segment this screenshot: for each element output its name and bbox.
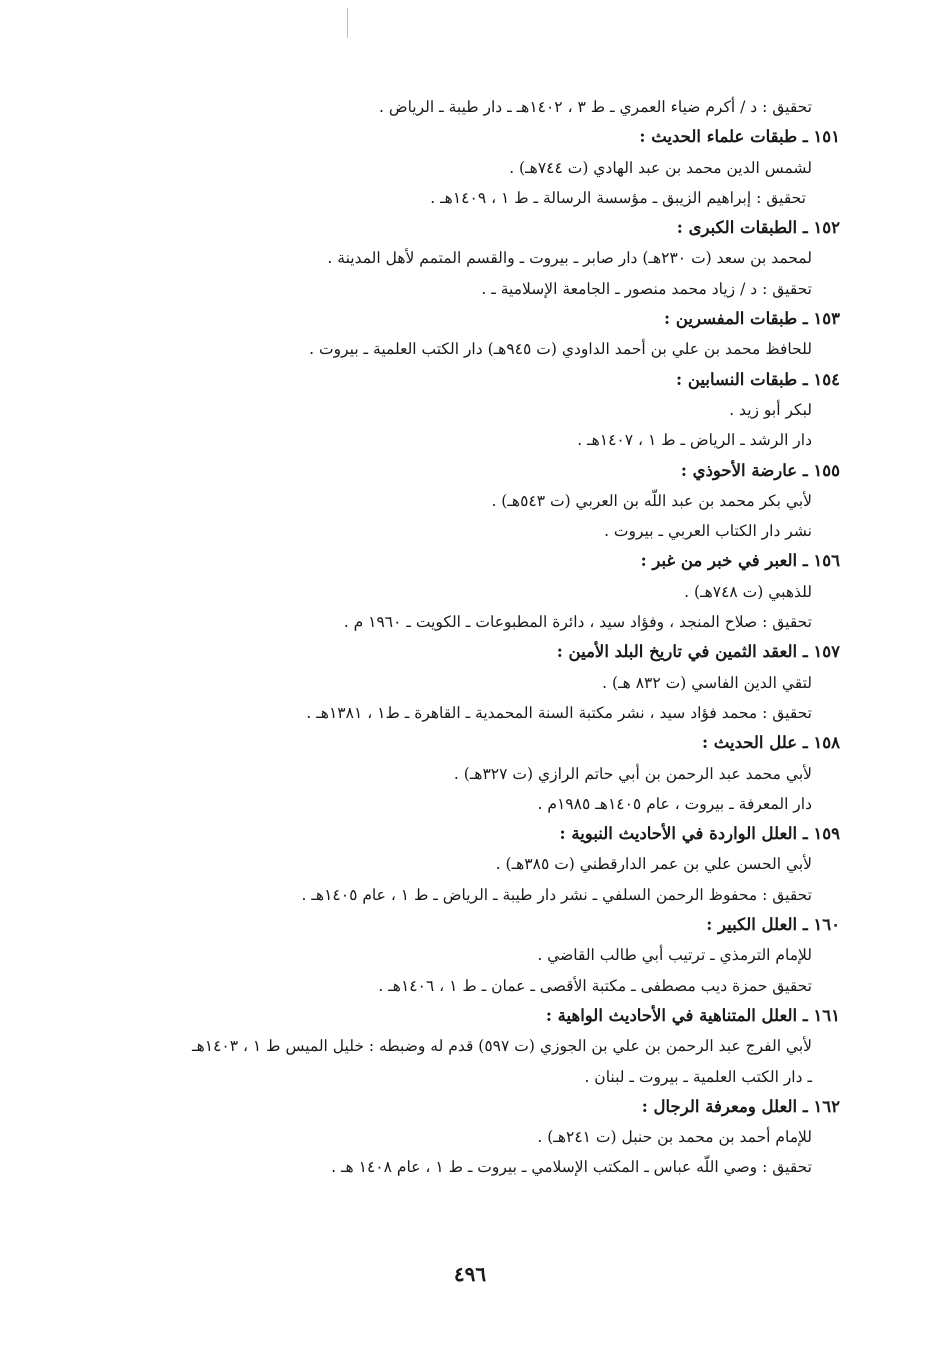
entry-heading: ١٥٧ ـ العقد الثمين في تاريخ البلد الأمين : — [556, 642, 840, 662]
scan-mark — [347, 8, 348, 38]
entry-detail: لبكر أبو زيد . — [729, 400, 812, 419]
entry-heading: ١٥٢ ـ الطبقات الكبرى : — [676, 218, 840, 238]
entry-heading: ١٥٨ ـ علل الحديث : — [701, 733, 840, 753]
entry-heading: ١٦٢ ـ العلل ومعرفة الرجال : — [641, 1096, 840, 1116]
entry-heading: ١٥١ ـ طبقات علماء الحديث : — [639, 127, 840, 147]
entry-heading: ١٥٦ ـ العبر في خبر من غبر : — [640, 551, 840, 571]
entry-heading: ١٥٩ ـ العلل الواردة في الأحاديث النبوية : — [559, 824, 840, 844]
entry-detail: تحقيق حمزة ديب مصطفى ـ مكتبة الأقصى ـ عمان ـ ط ١ ، ١٤٠٦هـ . — [378, 976, 812, 995]
entry-detail: لأبي الحسن علي بن عمر الدارقطني (ت ٣٨٥هـ) . — [495, 855, 812, 874]
page-number: ٤٩٦ — [453, 1262, 487, 1286]
entry-detail: نشر دار الكتاب العربي ـ بيروت . — [604, 522, 812, 541]
entry-heading: ١٦٠ ـ العلل الكبير : — [706, 915, 840, 935]
entry-detail: تحقيق : د / أكرم ضياء العمري ـ ط ٣ ، ١٤٠٢هـ ـ دار طيبة ـ الرياض . — [378, 98, 812, 116]
entry-heading: ١٥٤ ـ طبقات النسابين : — [676, 369, 840, 389]
entry-detail: لأبي بكر محمد بن عبد اللّه بن العربي (ت ٥٤٣هـ) . — [491, 491, 812, 510]
entry-detail: تحقيق : وصي اللّه عباس ـ المكتب الإسلامي ـ بيروت ـ ط ١ ، عام ١٤٠٨ هـ . — [331, 1158, 812, 1177]
entry-detail: لأبي محمد عبد الرحمن بن أبي حاتم الرازي (ت ٣٢٧هـ) . — [453, 764, 812, 783]
bibliography-list — [60, 92, 840, 1183]
entry-detail: لمحمد بن سعد (ت ٢٣٠هـ) دار صابر ـ بيروت ـ والقسم المتمم لأهل المدينة . — [327, 249, 812, 268]
entry-detail: دار الرشد ـ الرياض ـ ط ١ ، ١٤٠٧هـ . — [577, 431, 812, 450]
entry-detail: للإمام أحمد بن محمد بن حنبل (ت ٢٤١هـ) . — [537, 1128, 812, 1147]
entry-heading: ١٦١ ـ العلل المتناهية في الأحاديث الواهية : — [545, 1005, 840, 1025]
entry-detail: تحقيق : صلاح المنجد ، وفؤاد سيد ، دائرة المطبوعات ـ الكويت ـ ١٩٦٠ م . — [343, 613, 812, 632]
entry-detail: للإمام الترمذي ـ ترتيب أبي طالب القاضي . — [537, 946, 812, 965]
entry-detail: ـ دار الكتب العلمية ـ بيروت ـ لبنان . — [584, 1067, 812, 1086]
entry-detail: دار المعرفة ـ بيروت ، عام ١٤٠٥هـ ١٩٨٥م . — [537, 794, 812, 813]
entry-detail: للذهبي (ت ٧٤٨هـ) . — [684, 582, 812, 601]
entry-detail: لتقي الدين الفاسي (ت ٨٣٢ هـ) . — [602, 673, 812, 692]
entry-detail: للحافظ محمد بن علي بن أحمد الداودي (ت ٩٤٥هـ) دار الكتب العلمية ـ بيروت . — [309, 340, 812, 359]
entry-detail: تحقيق : د / زياد محمد منصور ـ الجامعة الإسلامية ـ . — [481, 279, 812, 298]
entry-detail: تحقيق : إبراهيم الزيبق ـ مؤسسة الرسالة ـ ط ١ ، ١٤٠٩هـ . — [430, 188, 806, 207]
entry-detail: تحقيق : محفوظ الرحمن السلفي ـ نشر دار طيبة ـ الرياض ـ ط ١ ، عام ١٤٠٥هـ . — [301, 885, 812, 904]
entry-detail: لأبي الفرج عبد الرحمن بن علي بن الجوزي (ت ٥٩٧) قدم له وضبطه : خليل الميس ط ١ ، ١٤٠٣هـ — [192, 1037, 812, 1056]
entry-heading: ١٥٥ ـ عارضة الأحوذي : — [680, 460, 840, 480]
entry-detail: تحقيق : محمد فؤاد سيد ، نشر مكتبة السنة المحمدية ـ القاهرة ـ ط١ ، ١٣٨١هـ . — [306, 703, 812, 722]
entry-heading: ١٥٣ ـ طبقات المفسرين : — [664, 309, 840, 329]
entry-detail: لشمس الدين محمد بن عبد الهادي (ت ٧٤٤هـ) . — [509, 158, 812, 177]
